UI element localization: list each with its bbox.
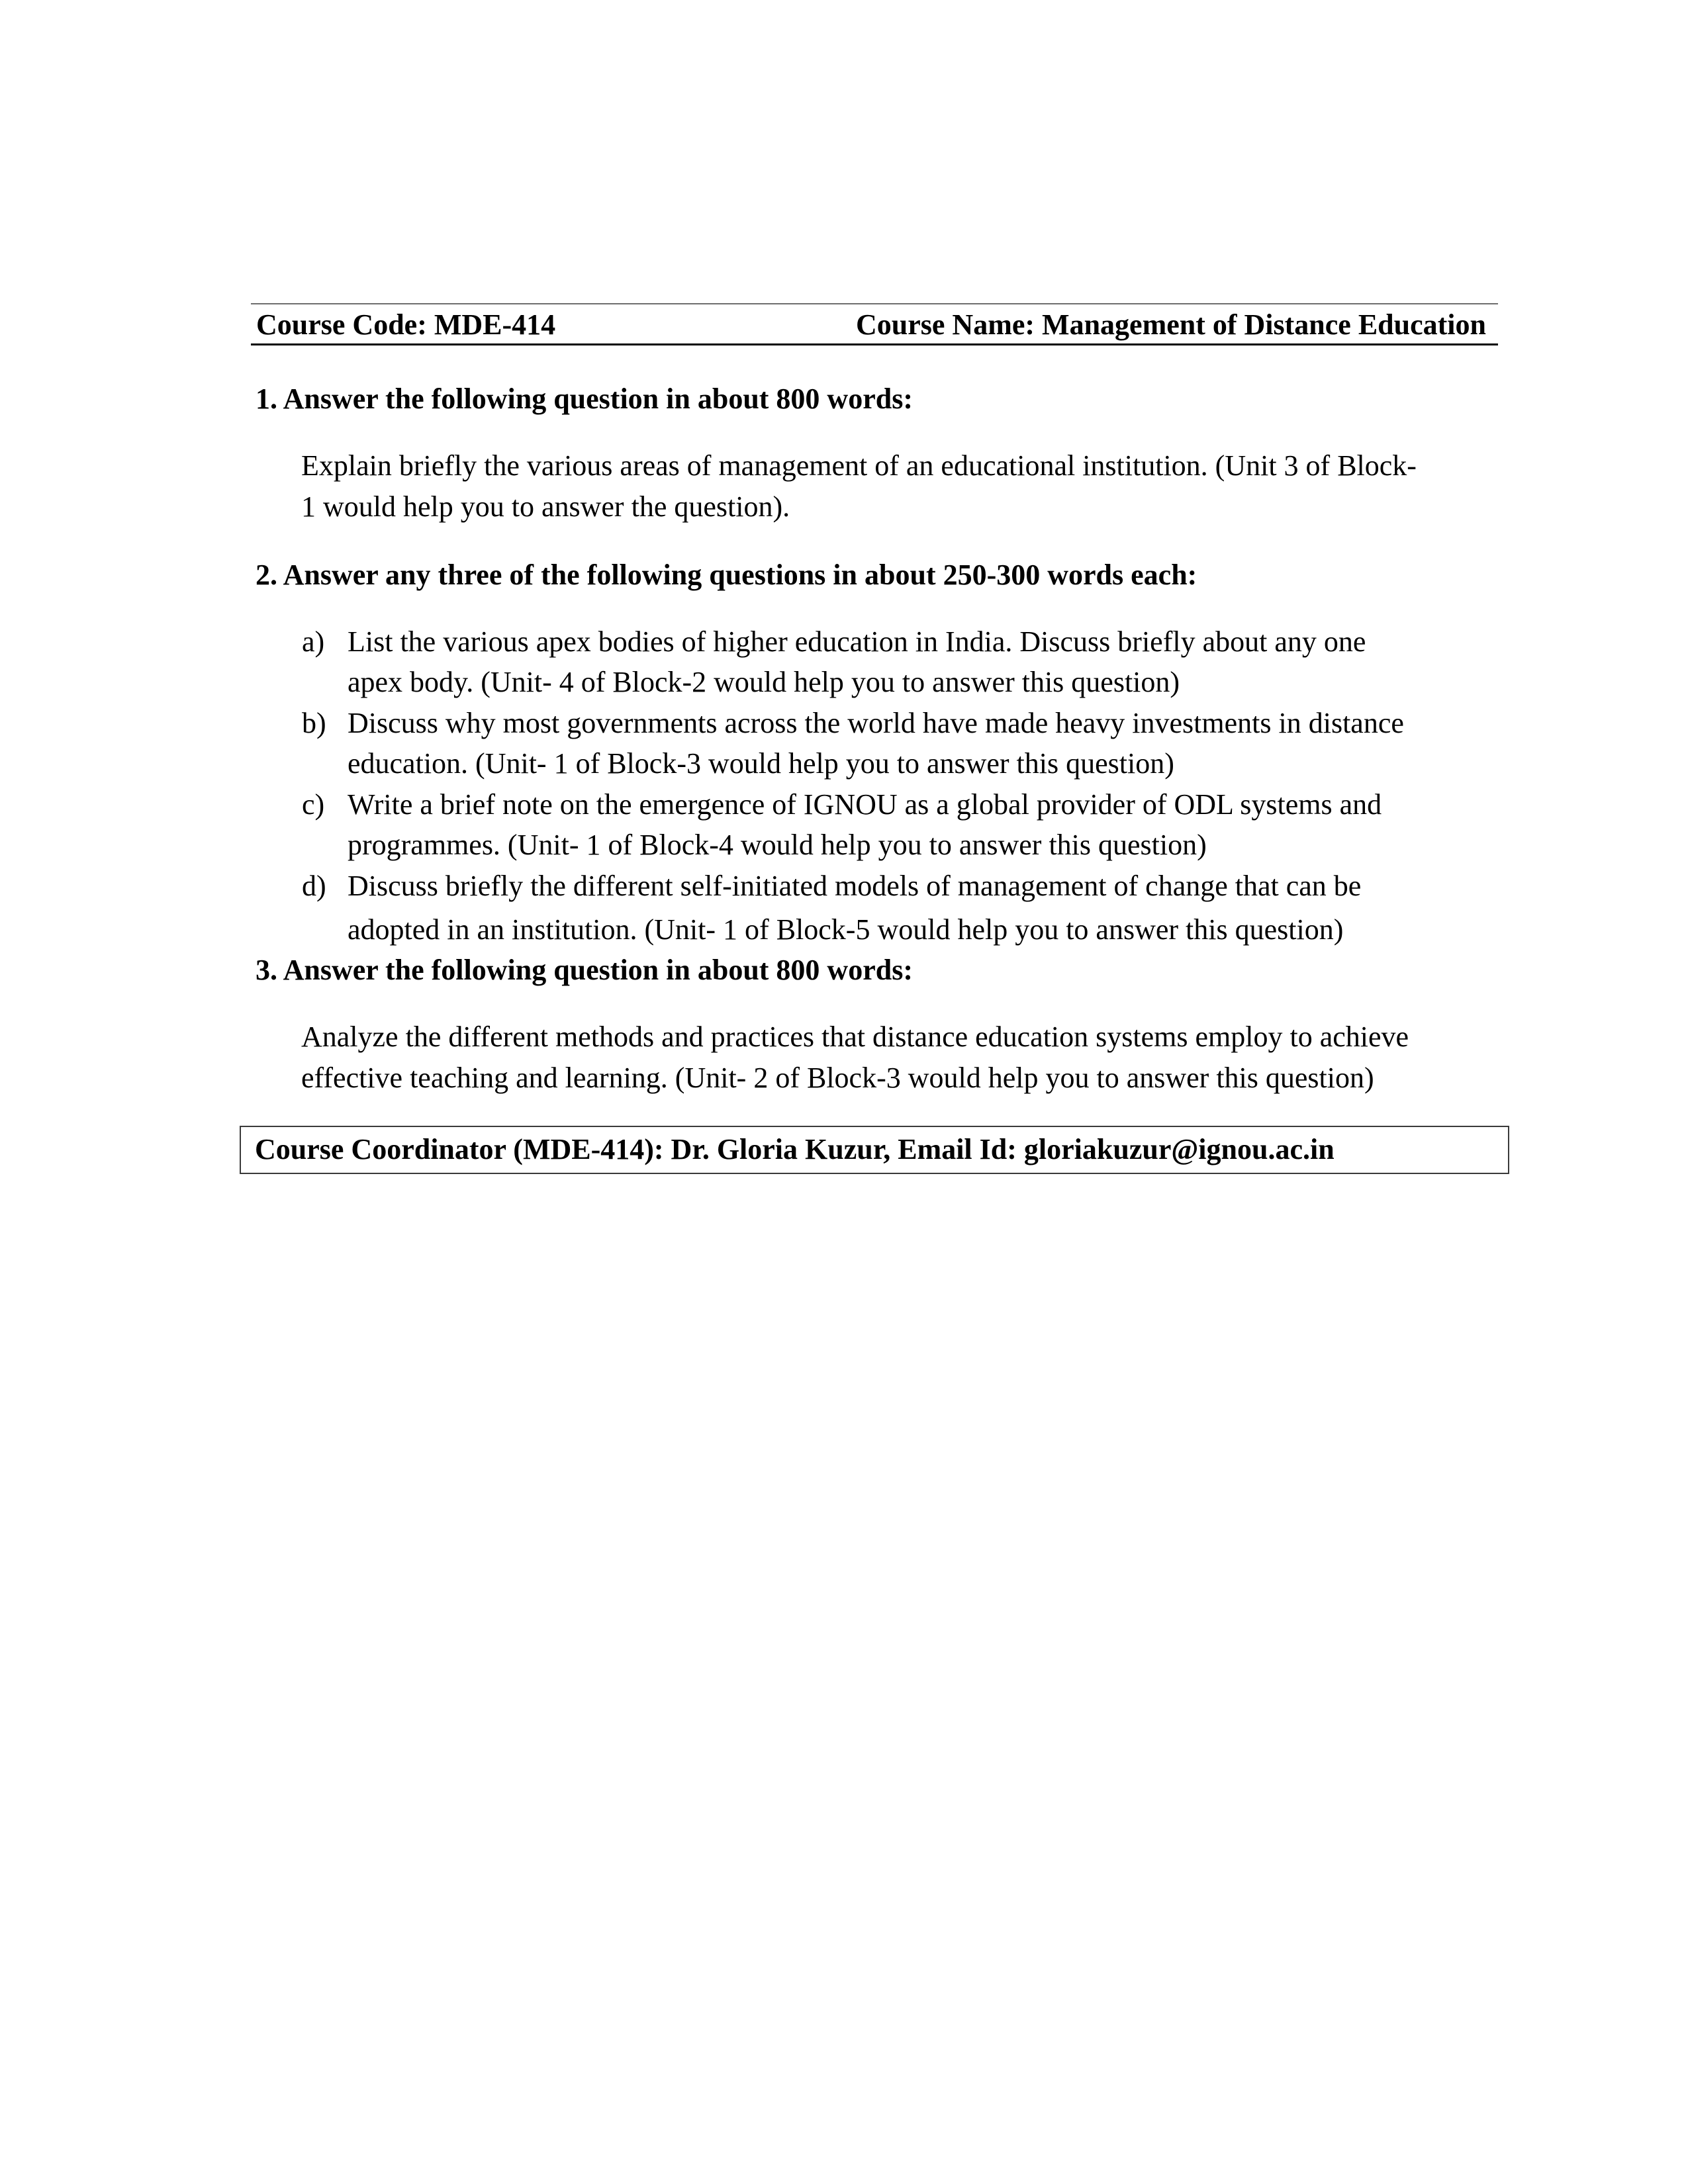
course-header <box>251 303 1498 345</box>
course-coordinator-text: Course Coordinator (MDE-414): Dr. Gloria Kuzur, Email Id: gloriakuzur@ignou.ac.in <box>255 1133 1335 1165</box>
question-3-heading: 3. Answer the following question in about 800 words: <box>256 954 913 986</box>
question-2-heading: 2. Answer any three of the following questions in about 250-300 words each: <box>256 559 1197 591</box>
list-item-line: programmes. (Unit- 1 of Block-4 would help you to answer this question) <box>348 829 1207 861</box>
course-coordinator-box <box>240 1126 1509 1174</box>
list-item-line: education. (Unit- 1 of Block-3 would help you to answer this question) <box>348 747 1174 780</box>
course-code: Course Code: MDE-414 <box>256 308 556 341</box>
list-marker: b) <box>302 707 326 739</box>
list-marker: d) <box>302 870 326 902</box>
question-1-body-line-2: 1 would help you to answer the question). <box>301 490 790 523</box>
list-item-line: Write a brief note on the emergence of IGNOU as a global provider of ODL systems and <box>348 788 1382 821</box>
list-item-line: Discuss briefly the different self-initiated models of management of change that can be <box>348 870 1362 902</box>
list-item-line: adopted in an institution. (Unit- 1 of Block-5 would help you to answer this question) <box>348 913 1344 946</box>
course-name: Course Name: Management of Distance Education <box>856 308 1486 341</box>
list-item-line: List the various apex bodies of higher education in India. Discuss briefly about any one <box>348 625 1366 658</box>
list-marker: c) <box>302 788 325 821</box>
question-3-body-line-1: Analyze the different methods and practices that distance education systems employ to achieve <box>301 1021 1409 1053</box>
list-item-line: apex body. (Unit- 4 of Block-2 would help you to answer this question) <box>348 666 1180 698</box>
question-3-body-line-2: effective teaching and learning. (Unit- 2 of Block-3 would help you to answer this question) <box>301 1062 1374 1094</box>
list-marker: a) <box>302 625 325 658</box>
list-item-line: Discuss why most governments across the world have made heavy investments in distance <box>348 707 1404 739</box>
question-1-body-line-1: Explain briefly the various areas of management of an educational institution. (Unit 3 of Block- <box>301 449 1417 482</box>
question-1-heading: 1. Answer the following question in about 800 words: <box>256 383 913 415</box>
